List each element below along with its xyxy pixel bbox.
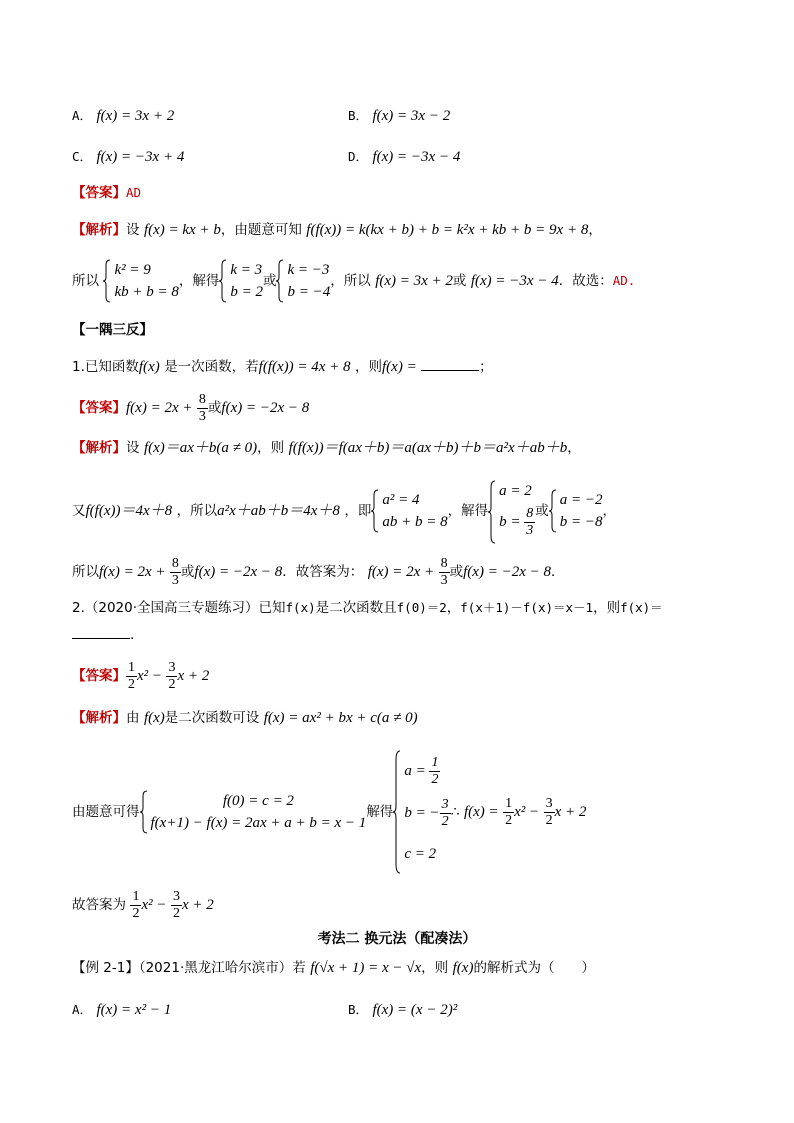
brace-icon [549,489,557,533]
final-answer: 故答案为 $\frac{1}{2}$ x² − $\frac{3}{2}$ x + 2 [72,888,214,921]
option-c[interactable]: C． f(x) = −3x + 4 [72,149,185,165]
equation-system: a² = 4 ab + b = 8 [371,489,447,533]
option-2b[interactable]: B． f(x) = (x − 2)² [348,1002,458,1018]
explanation-3-line-1: 【解析】由 f(x)是二次函数可设 f(x) = ax² + bx + c(a ≠ 0) [72,710,418,726]
question-2-blank-line: . [72,625,134,645]
fraction: $\frac{3}{2}$ [441,797,449,830]
answer-blank[interactable] [72,626,130,639]
brace-icon [488,480,496,544]
example-2-1: 【例 2-1】（2021·黑龙江哈尔滨市）若 f(√x + 1) = x − √x，则 f(x)的解析式为（ ） [72,960,595,976]
fraction: $\frac{8}{3}$ [440,555,448,588]
explanation-1-line-1: 【解析】设 f(x) = kx + b，由题意可知 f(f(x)) = k(kx + b) + b = k²x + kb + b = 9x + 8， [72,222,602,238]
answer-1: 【答案】AD [72,185,142,201]
option-d[interactable]: D． f(x) = −3x − 4 [348,149,461,165]
fraction: $\frac{3}{2}$ [545,795,553,828]
fraction: $\frac{8}{3}$ [198,391,206,424]
equation-system: k = −3 b = −4 [276,259,330,303]
brace-icon [393,750,401,874]
option-b[interactable]: B． f(x) = 3x − 2 [348,108,451,124]
section-heading-1: 【一隅三反】 [72,322,153,338]
explanation-1-line-2: 所以 k² = 9 kb + b = 8 ，解得 k = 3 b = 2 或 k = −3 b = −4 ，所以 f(x) = 3x + 2或 f(x) = −3x − 4．故选：AD. [72,257,635,305]
answer-3: 【答案】 $\frac{1}{2}$ x² − $\frac{3}{2}$ x + 2 [72,659,210,692]
fraction: $\frac{1}{2}$ [132,888,140,921]
fraction: $\frac{1}{2}$ [505,795,513,828]
explanation-3-line-2: 由题意可得 f(0) = c = 2 f(x+1) − f(x) = 2ax + a + b = x − 1 解得 a = $\frac{1}{2}$ b = − $\frac{3}{2}$ c = 2 ∴ f(x) = $\frac{1}{2}$ x² − $\frac{3}{2}$ x + 2 [72,745,586,880]
question-2: 2.（2020·全国高三专题练习）已知f(x)是二次函数且f(0)＝2，f(x＋1)－f(x)＝x－1，则f(x)＝ [72,600,663,616]
fraction: $\frac{3}{2}$ [172,888,180,921]
brace-icon [219,259,227,303]
fraction: $\frac{8}{3}$ [526,506,534,539]
brace-icon [103,259,111,303]
brace-icon [276,259,284,303]
fraction: $\frac{3}{2}$ [168,659,176,692]
equation-system: a = 2 b = $\frac{8}{3}$ [488,480,535,542]
fraction: $\frac{1}{2}$ [128,659,135,692]
section-heading-2: 考法二 换元法（配凑法） [317,931,477,947]
answer-blank[interactable] [421,358,479,371]
equation-system: k = 3 b = 2 [219,259,263,303]
explanation-2-line-1: 【解析】设 f(x)＝ax＋b(a ≠ 0)，则 f(f(x))＝f(ax＋b)＝a(ax＋b)＋b＝a²x＋ab＋b， [72,440,581,456]
equation-system: a = −2 b = −8 [549,489,603,533]
question-1: 1.已知函数f(x) 是一次函数，若f(f(x)) = 4x + 8 ，则f(x) = ； [72,359,493,375]
fraction: $\frac{8}{3}$ [171,555,179,588]
explanation-2-line-2: 又f(f(x))＝4x＋8 ，所以a²x＋ab＋b＝4x＋8 ，即 a² = 4 ab + b = 8 ，解得 a = 2 b = $\frac{8}{3}$ 或 a = −2 b = −8 ， [72,474,616,548]
brace-icon [371,489,379,533]
equation-system: f(0) = c = 2 f(x+1) − f(x) = 2ax + a + b = x − 1 [140,790,367,834]
option-a[interactable]: A． f(x) = 3x + 2 [72,108,175,124]
equation-system: a = $\frac{1}{2}$ b = − $\frac{3}{2}$ c = 2 [393,750,450,874]
option-2a[interactable]: A． f(x) = x² − 1 [72,1002,172,1018]
explanation-2-line-3: 所以f(x) = 2x + $\frac{8}{3}$ 或f(x) = −2x − 8．故答案为： f(x) = 2x + $\frac{8}{3}$ 或f(x) = −2x − 8． [72,555,565,588]
brace-icon [140,790,148,834]
fraction: $\frac{1}{2}$ [431,755,439,788]
answer-2: 【答案】f(x) = 2x + $\frac{8}{3}$ 或f(x) = −2x − 8 [72,391,310,424]
equation-system: k² = 9 kb + b = 8 [103,259,178,303]
